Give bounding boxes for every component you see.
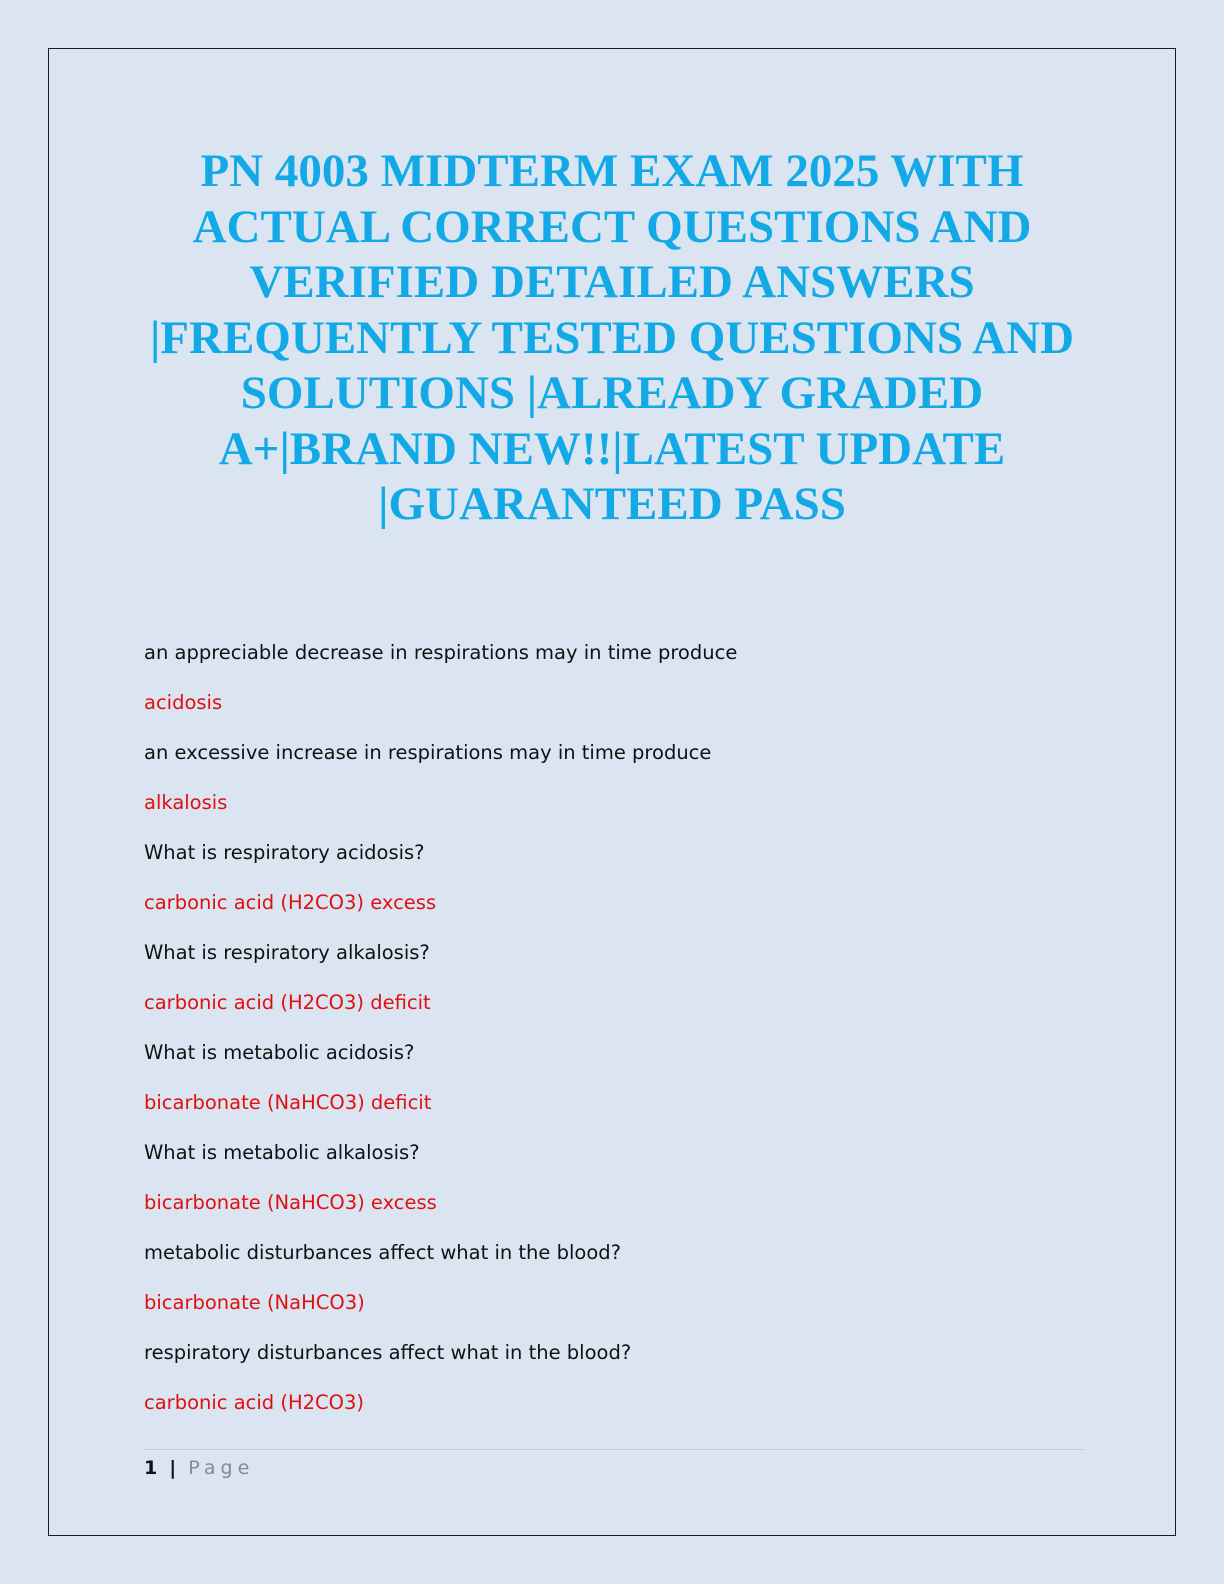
question-text: an excessive increase in respirations may in time produce [144,741,712,764]
page-label: Page [188,1457,255,1479]
answer-text: bicarbonate (NaHCO3) deficit [144,1091,432,1114]
answer-text: carbonic acid (H2CO3) excess [144,891,437,914]
page-footer [144,1456,254,1480]
answer-text: bicarbonate (NaHCO3) [144,1291,365,1314]
answer-text: alkalosis [144,791,228,814]
question-text: What is metabolic alkalosis? [144,1141,420,1164]
document-title [100,144,1124,533]
answer-text: carbonic acid (H2CO3) [144,1391,365,1414]
footer-divider [144,1449,1084,1450]
page-number: 1 [144,1457,158,1479]
title-line: |GUARANTEED PASS [378,478,846,530]
question-text: metabolic disturbances affect what in the blood? [144,1241,621,1264]
question-text: respiratory disturbances affect what in the blood? [144,1341,632,1364]
answer-text: carbonic acid (H2CO3) deficit [144,991,431,1014]
title-line: A+|BRAND NEW!!|LATEST UPDATE [218,422,1006,475]
answer-text: acidosis [144,691,223,714]
qa-list [144,633,1084,1433]
footer-separator: | [169,1457,177,1479]
title-line: |FREQUENTLY TESTED QUESTIONS AND [149,311,1075,364]
question-text: What is respiratory alkalosis? [144,941,430,964]
title-line: PN 4003 MIDTERM EXAM 2025 WITH [200,145,1024,197]
title-line: ACTUAL CORRECT QUESTIONS AND [192,200,1032,253]
question-text: an appreciable decrease in respirations may in time produce [144,641,738,664]
question-text: What is metabolic acidosis? [144,1041,415,1064]
question-text: What is respiratory acidosis? [144,841,425,864]
answer-text: bicarbonate (NaHCO3) excess [144,1191,437,1214]
title-line: VERIFIED DETAILED ANSWERS [249,256,975,308]
title-line: SOLUTIONS |ALREADY GRADED [240,367,984,419]
